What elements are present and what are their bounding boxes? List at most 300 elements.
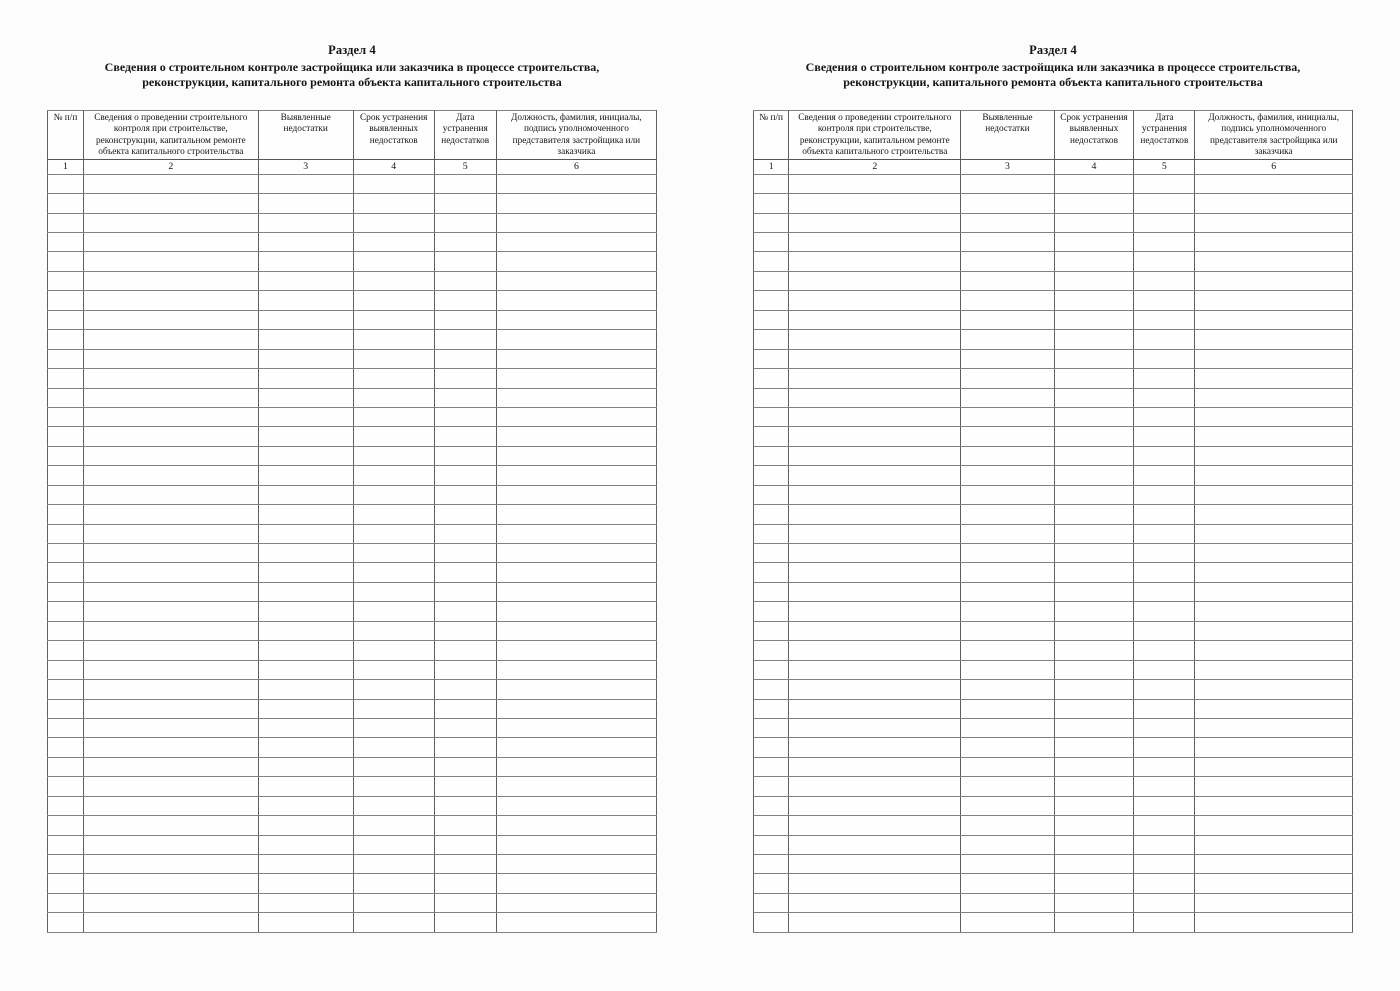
empty-cell-col3: [961, 855, 1054, 874]
empty-cell-col6: [1195, 407, 1353, 426]
empty-cell-col2: [83, 213, 258, 232]
empty-cell-col4: [1054, 582, 1134, 601]
empty-cell-col4: [353, 466, 434, 485]
empty-cell-col3: [258, 738, 353, 757]
empty-row: [48, 699, 657, 718]
empty-cell-col5: [1134, 777, 1195, 796]
empty-cell-col5: [434, 407, 496, 426]
empty-cell-col1: [48, 349, 84, 368]
empty-cell-col1: [48, 194, 84, 213]
column-number-6: 6: [1195, 160, 1353, 175]
empty-cell-col5: [434, 641, 496, 660]
empty-cell-col1: [48, 446, 84, 465]
empty-cell-col6: [496, 233, 656, 252]
empty-cell-col4: [1054, 874, 1134, 893]
empty-cell-col4: [353, 330, 434, 349]
empty-cell-col3: [258, 174, 353, 193]
empty-row: [754, 641, 1353, 660]
empty-cell-col5: [434, 893, 496, 912]
empty-cell-col2: [789, 427, 961, 446]
empty-cell-col3: [961, 427, 1054, 446]
empty-cell-col4: [1054, 913, 1134, 932]
empty-row: [48, 816, 657, 835]
empty-cell-col2: [789, 407, 961, 426]
empty-cell-col6: [1195, 602, 1353, 621]
empty-cell-col2: [83, 524, 258, 543]
empty-cell-col6: [1195, 233, 1353, 252]
empty-cell-col5: [434, 505, 496, 524]
empty-cell-col1: [754, 524, 789, 543]
empty-cell-col6: [496, 252, 656, 271]
empty-cell-col3: [258, 563, 353, 582]
empty-cell-col6: [1195, 835, 1353, 854]
empty-row: [48, 660, 657, 679]
empty-cell-col6: [1195, 388, 1353, 407]
column-number-5: 5: [1134, 160, 1195, 175]
empty-cell-col4: [353, 874, 434, 893]
empty-cell-col1: [48, 291, 84, 310]
empty-cell-col3: [258, 544, 353, 563]
empty-cell-col5: [1134, 582, 1195, 601]
page-left: [47, 37, 657, 933]
empty-row: [754, 816, 1353, 835]
empty-cell-col5: [434, 233, 496, 252]
empty-cell-col5: [434, 563, 496, 582]
column-number-1: 1: [754, 160, 789, 175]
empty-cell-col4: [1054, 835, 1134, 854]
empty-cell-col1: [754, 271, 789, 290]
empty-cell-col2: [789, 757, 961, 776]
empty-cell-col1: [754, 174, 789, 193]
empty-row: [754, 680, 1353, 699]
column-header-4: Срок устранения выявленных недостатков: [353, 111, 434, 160]
empty-cell-col3: [258, 349, 353, 368]
empty-cell-col3: [961, 621, 1054, 640]
empty-cell-col1: [48, 757, 84, 776]
empty-cell-col4: [353, 738, 434, 757]
empty-cell-col6: [1195, 582, 1353, 601]
empty-cell-col2: [789, 252, 961, 271]
empty-cell-col3: [258, 446, 353, 465]
empty-cell-col4: [353, 505, 434, 524]
empty-cell-col5: [434, 777, 496, 796]
empty-cell-col2: [789, 485, 961, 504]
column-header-5: Дата устранения недостатков: [434, 111, 496, 160]
empty-cell-col2: [789, 330, 961, 349]
empty-cell-col1: [48, 505, 84, 524]
empty-row: [48, 427, 657, 446]
empty-row: [48, 233, 657, 252]
column-number-3: 3: [258, 160, 353, 175]
empty-cell-col2: [83, 718, 258, 737]
empty-row: [48, 621, 657, 640]
empty-cell-col3: [258, 271, 353, 290]
empty-cell-col1: [754, 777, 789, 796]
empty-cell-col2: [83, 310, 258, 329]
empty-row: [754, 485, 1353, 504]
empty-cell-col5: [1134, 330, 1195, 349]
empty-cell-col1: [48, 330, 84, 349]
empty-cell-col1: [48, 582, 84, 601]
empty-row: [754, 252, 1353, 271]
empty-row: [48, 271, 657, 290]
empty-cell-col1: [754, 233, 789, 252]
table-header-row: [754, 111, 1353, 160]
empty-row: [754, 194, 1353, 213]
empty-cell-col3: [258, 816, 353, 835]
empty-cell-col2: [83, 796, 258, 815]
empty-cell-col2: [83, 855, 258, 874]
empty-cell-col1: [48, 738, 84, 757]
empty-row: [48, 718, 657, 737]
column-number-5: 5: [434, 160, 496, 175]
empty-cell-col6: [1195, 310, 1353, 329]
empty-cell-col3: [258, 680, 353, 699]
empty-cell-col2: [789, 874, 961, 893]
empty-cell-col5: [1134, 680, 1195, 699]
empty-cell-col4: [1054, 621, 1134, 640]
empty-cell-col3: [961, 330, 1054, 349]
empty-cell-col4: [1054, 466, 1134, 485]
column-number-row: [48, 160, 657, 175]
empty-row: [48, 563, 657, 582]
empty-cell-col3: [961, 271, 1054, 290]
empty-row: [48, 174, 657, 193]
empty-cell-col4: [1054, 855, 1134, 874]
empty-cell-col5: [434, 660, 496, 679]
column-header-5: Дата устранения недостатков: [1134, 111, 1195, 160]
empty-cell-col6: [1195, 485, 1353, 504]
empty-row: [754, 660, 1353, 679]
empty-row: [754, 602, 1353, 621]
empty-cell-col4: [1054, 310, 1134, 329]
empty-cell-col2: [83, 777, 258, 796]
empty-cell-col2: [789, 602, 961, 621]
empty-cell-col6: [496, 621, 656, 640]
empty-row: [48, 855, 657, 874]
empty-cell-col3: [258, 466, 353, 485]
empty-cell-col4: [353, 213, 434, 232]
empty-cell-col2: [83, 407, 258, 426]
table-header-row: [48, 111, 657, 160]
empty-cell-col5: [434, 699, 496, 718]
empty-cell-col5: [434, 252, 496, 271]
empty-cell-col4: [1054, 796, 1134, 815]
empty-row: [754, 777, 1353, 796]
empty-cell-col3: [961, 174, 1054, 193]
empty-cell-col3: [258, 835, 353, 854]
empty-cell-col5: [1134, 446, 1195, 465]
empty-cell-col2: [83, 641, 258, 660]
empty-cell-col5: [1134, 835, 1195, 854]
empty-row: [48, 738, 657, 757]
empty-cell-col3: [961, 369, 1054, 388]
column-number-6: 6: [496, 160, 656, 175]
empty-cell-col3: [961, 874, 1054, 893]
empty-cell-col2: [789, 388, 961, 407]
empty-cell-col1: [754, 757, 789, 776]
empty-cell-col6: [496, 660, 656, 679]
empty-cell-col1: [48, 855, 84, 874]
empty-cell-col1: [754, 680, 789, 699]
empty-cell-col6: [496, 641, 656, 660]
empty-cell-col1: [48, 718, 84, 737]
column-header-3: Выявленные недостатки: [258, 111, 353, 160]
empty-cell-col6: [1195, 291, 1353, 310]
empty-cell-col1: [754, 485, 789, 504]
empty-cell-col1: [48, 407, 84, 426]
empty-cell-col3: [258, 660, 353, 679]
empty-row: [48, 582, 657, 601]
empty-cell-col4: [1054, 816, 1134, 835]
empty-cell-col4: [353, 349, 434, 368]
empty-cell-col1: [754, 874, 789, 893]
empty-cell-col1: [48, 621, 84, 640]
empty-cell-col6: [496, 893, 656, 912]
empty-cell-col6: [496, 524, 656, 543]
empty-cell-col2: [83, 874, 258, 893]
empty-cell-col4: [353, 252, 434, 271]
empty-cell-col6: [1195, 369, 1353, 388]
empty-cell-col1: [754, 388, 789, 407]
empty-cell-col3: [961, 660, 1054, 679]
empty-cell-col1: [48, 699, 84, 718]
empty-cell-col3: [961, 407, 1054, 426]
empty-cell-col6: [496, 913, 656, 932]
empty-cell-col6: [496, 505, 656, 524]
empty-cell-col2: [789, 796, 961, 815]
empty-cell-col6: [496, 602, 656, 621]
empty-cell-col2: [83, 388, 258, 407]
empty-cell-col4: [353, 621, 434, 640]
empty-cell-col2: [789, 291, 961, 310]
empty-cell-col5: [1134, 563, 1195, 582]
empty-cell-col6: [496, 757, 656, 776]
empty-cell-col3: [258, 407, 353, 426]
column-number-2: 2: [83, 160, 258, 175]
empty-cell-col6: [496, 699, 656, 718]
empty-cell-col4: [353, 310, 434, 329]
empty-cell-col2: [83, 485, 258, 504]
empty-cell-col1: [48, 271, 84, 290]
empty-cell-col6: [1195, 563, 1353, 582]
empty-cell-col4: [1054, 388, 1134, 407]
empty-row: [754, 621, 1353, 640]
empty-row: [48, 680, 657, 699]
empty-cell-col1: [48, 816, 84, 835]
empty-cell-col4: [1054, 446, 1134, 465]
empty-cell-col2: [83, 544, 258, 563]
empty-cell-col2: [83, 757, 258, 776]
empty-cell-col5: [1134, 466, 1195, 485]
empty-cell-col6: [1195, 757, 1353, 776]
empty-cell-col3: [258, 194, 353, 213]
empty-row: [754, 855, 1353, 874]
empty-cell-col6: [496, 680, 656, 699]
empty-cell-col3: [258, 524, 353, 543]
empty-cell-col2: [83, 427, 258, 446]
empty-cell-col5: [1134, 621, 1195, 640]
empty-row: [48, 544, 657, 563]
empty-row: [754, 544, 1353, 563]
empty-cell-col3: [258, 699, 353, 718]
empty-cell-col3: [961, 505, 1054, 524]
empty-cell-col3: [961, 252, 1054, 271]
section-subtitle-line2: реконструкции, капитального ремонта объекта капитального строительства: [142, 74, 562, 89]
empty-cell-col3: [258, 796, 353, 815]
empty-cell-col4: [1054, 213, 1134, 232]
empty-row: [48, 485, 657, 504]
empty-cell-col3: [961, 913, 1054, 932]
empty-cell-col3: [258, 485, 353, 504]
empty-cell-col1: [48, 252, 84, 271]
empty-cell-col3: [258, 893, 353, 912]
empty-cell-col3: [258, 369, 353, 388]
empty-cell-col6: [496, 369, 656, 388]
empty-row: [754, 213, 1353, 232]
empty-cell-col6: [496, 835, 656, 854]
empty-cell-col5: [434, 271, 496, 290]
empty-cell-col4: [1054, 505, 1134, 524]
empty-cell-col2: [789, 855, 961, 874]
empty-cell-col4: [1054, 291, 1134, 310]
empty-cell-col1: [754, 738, 789, 757]
empty-cell-col2: [83, 913, 258, 932]
empty-cell-col1: [754, 621, 789, 640]
empty-cell-col3: [961, 563, 1054, 582]
empty-cell-col6: [496, 777, 656, 796]
empty-cell-col4: [1054, 349, 1134, 368]
empty-cell-col3: [961, 602, 1054, 621]
empty-cell-col3: [258, 855, 353, 874]
empty-cell-col5: [434, 388, 496, 407]
empty-cell-col5: [434, 602, 496, 621]
empty-cell-col1: [754, 252, 789, 271]
empty-cell-col4: [1054, 680, 1134, 699]
empty-cell-col5: [434, 913, 496, 932]
empty-cell-col3: [258, 427, 353, 446]
empty-cell-col3: [961, 680, 1054, 699]
empty-cell-col5: [434, 330, 496, 349]
empty-cell-col3: [258, 718, 353, 737]
empty-cell-col5: [1134, 660, 1195, 679]
empty-row: [754, 388, 1353, 407]
empty-cell-col6: [1195, 544, 1353, 563]
empty-row: [754, 505, 1353, 524]
empty-cell-col6: [496, 485, 656, 504]
empty-cell-col5: [1134, 602, 1195, 621]
empty-row: [754, 913, 1353, 932]
empty-row: [48, 874, 657, 893]
empty-cell-col5: [1134, 874, 1195, 893]
empty-cell-col2: [83, 271, 258, 290]
empty-row: [754, 582, 1353, 601]
empty-cell-col6: [496, 563, 656, 582]
empty-cell-col3: [961, 233, 1054, 252]
empty-cell-col6: [496, 718, 656, 737]
column-header-1: № п/п: [754, 111, 789, 160]
empty-cell-col4: [1054, 660, 1134, 679]
empty-cell-col5: [1134, 369, 1195, 388]
empty-cell-col2: [83, 369, 258, 388]
empty-cell-col3: [961, 893, 1054, 912]
empty-cell-col3: [961, 796, 1054, 815]
empty-cell-col1: [48, 388, 84, 407]
empty-cell-col2: [789, 544, 961, 563]
empty-cell-col1: [754, 660, 789, 679]
empty-cell-col2: [83, 330, 258, 349]
empty-cell-col1: [754, 466, 789, 485]
empty-cell-col4: [1054, 407, 1134, 426]
empty-cell-col1: [48, 466, 84, 485]
empty-cell-col2: [789, 369, 961, 388]
empty-cell-col6: [496, 388, 656, 407]
empty-cell-col6: [496, 349, 656, 368]
empty-cell-col1: [754, 602, 789, 621]
empty-cell-col2: [789, 718, 961, 737]
empty-cell-col6: [496, 174, 656, 193]
empty-cell-col6: [1195, 699, 1353, 718]
empty-cell-col4: [353, 796, 434, 815]
empty-row: [48, 505, 657, 524]
empty-cell-col6: [1195, 174, 1353, 193]
empty-cell-col6: [496, 816, 656, 835]
empty-cell-col1: [754, 407, 789, 426]
empty-cell-col6: [1195, 330, 1353, 349]
empty-cell-col3: [258, 252, 353, 271]
empty-cell-col6: [496, 213, 656, 232]
empty-cell-col2: [83, 505, 258, 524]
empty-cell-col3: [961, 816, 1054, 835]
empty-cell-col2: [789, 641, 961, 660]
empty-cell-col1: [754, 369, 789, 388]
empty-cell-col2: [789, 349, 961, 368]
empty-cell-col4: [1054, 427, 1134, 446]
column-header-1: № п/п: [48, 111, 84, 160]
empty-row: [48, 796, 657, 815]
empty-cell-col6: [1195, 641, 1353, 660]
empty-cell-col5: [1134, 855, 1195, 874]
empty-cell-col6: [496, 738, 656, 757]
page-right: [753, 37, 1353, 933]
empty-cell-col2: [789, 271, 961, 290]
empty-cell-col4: [353, 174, 434, 193]
empty-cell-col5: [434, 582, 496, 601]
empty-row: [48, 835, 657, 854]
empty-cell-col1: [754, 699, 789, 718]
section-subtitle-line1: Сведения о строительном контроле застройщика или заказчика в процессе строительства,: [104, 60, 600, 74]
empty-cell-col4: [353, 893, 434, 912]
empty-cell-col6: [496, 271, 656, 290]
empty-cell-col5: [434, 310, 496, 329]
empty-cell-col2: [789, 621, 961, 640]
empty-cell-col2: [83, 621, 258, 640]
empty-cell-col5: [434, 874, 496, 893]
empty-cell-col6: [496, 427, 656, 446]
empty-cell-col4: [353, 563, 434, 582]
empty-cell-col4: [353, 835, 434, 854]
empty-cell-col1: [48, 369, 84, 388]
empty-cell-col1: [754, 855, 789, 874]
empty-cell-col4: [353, 369, 434, 388]
empty-cell-col4: [1054, 563, 1134, 582]
empty-row: [754, 271, 1353, 290]
empty-cell-col4: [1054, 738, 1134, 757]
empty-cell-col5: [434, 544, 496, 563]
empty-cell-col2: [789, 680, 961, 699]
empty-cell-col2: [789, 446, 961, 465]
empty-cell-col1: [48, 680, 84, 699]
